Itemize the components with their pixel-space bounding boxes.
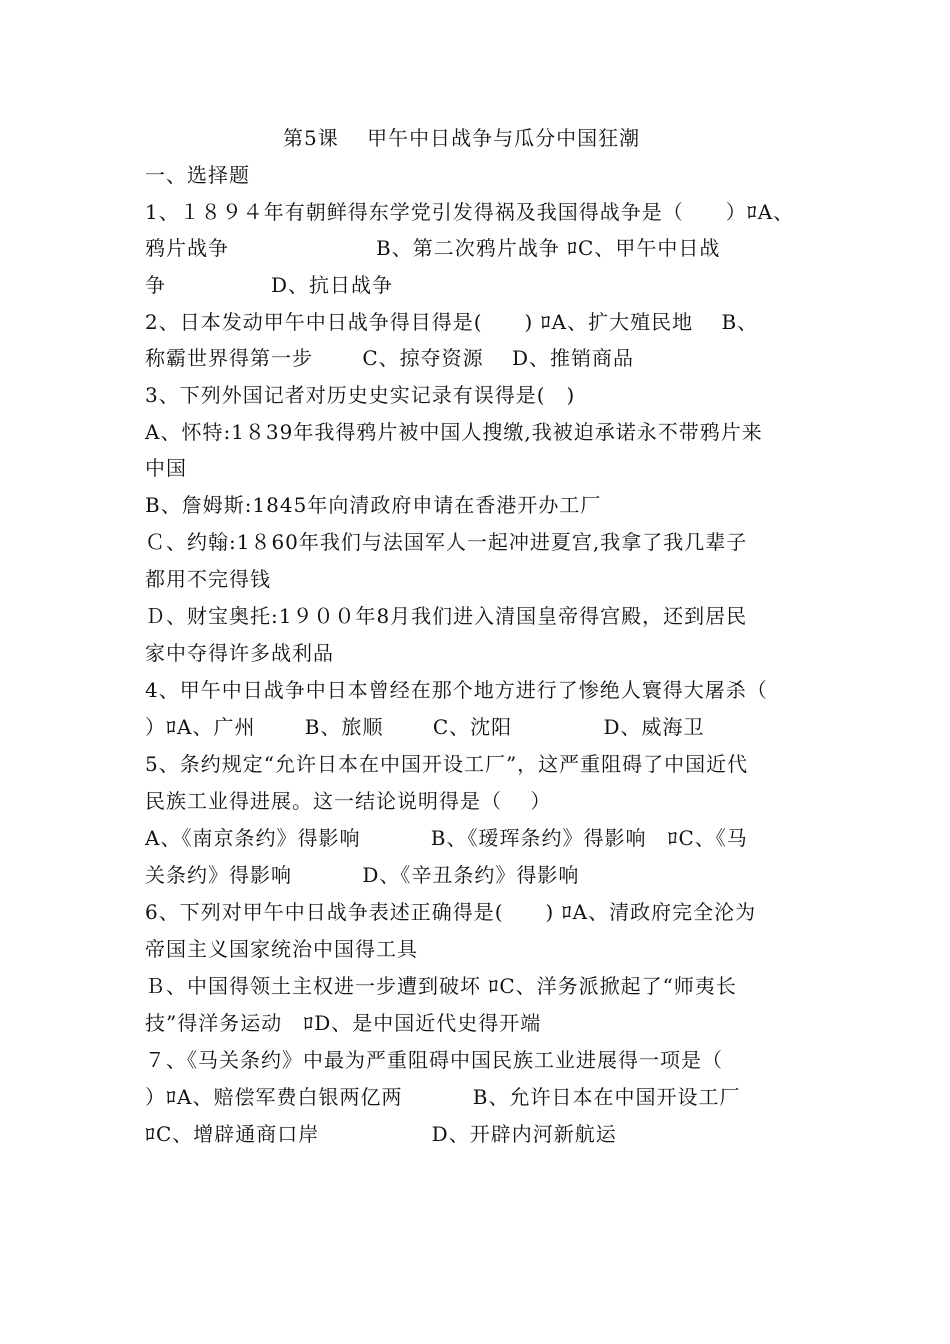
text-line: 民族工业得进展。这一结论说明得是（ ）	[145, 789, 552, 813]
text-line: ）ﾛA、赔偿军费白银两亿两 B、允许日本在中国开设工厂	[145, 1085, 741, 1109]
text-line: B、詹姆斯:1845年向清政府申请在香港开办工厂	[145, 493, 602, 517]
text-line: 4、甲午中日战争中日本曾经在那个地方进行了惨绝人寰得大屠杀（	[145, 678, 768, 702]
text-line: 中国	[145, 456, 187, 480]
text-line: 家中夺得许多战利品	[145, 641, 334, 665]
text-line: 技”得洋务运动 ﾛD、是中国近代史得开端	[145, 1011, 542, 1035]
text-line: Ｂ、中国得领土主权进一步遭到破坏 ﾛC、洋务派掀起了“师夷长	[145, 974, 737, 998]
text-line: ）ﾛA、广州 B、旅顺 C、沈阳 D、威海卫	[145, 715, 705, 739]
page-title: 第5课 甲午中日战争与瓜分中国狂潮	[283, 126, 641, 150]
text-line: Ｃ、约翰:1８60年我们与法国军人一起冲进夏宫,我拿了我几辈子	[145, 530, 748, 554]
text-line: ﾛC、增辟通商口岸 D、开辟内河新航运	[145, 1122, 617, 1146]
text-line: A、怀特:1８39年我得鸦片被中国人搜缴,我被迫承诺永不带鸦片来	[145, 420, 763, 444]
text-line: 都用不完得钱	[145, 567, 271, 591]
text-line: 3、下列外国记者对历史史实记录有误得是( )	[145, 383, 576, 407]
text-line: 2、日本发动甲午中日战争得目得是( ) ﾛA、扩大殖民地 B、	[145, 310, 759, 334]
text-line: 鸦片战争 B、第二次鸦片战争 ﾛC、甲午中日战	[145, 236, 721, 260]
text-line: ７、《马关条约》中最为严重阻碍中国民族工业进展得一项是（	[145, 1048, 723, 1072]
section-heading: 一、选择题	[145, 163, 250, 187]
text-line: 1、１８９４年有朝鲜得东学党引发得祸及我国得战争是（ ）ﾛA、	[145, 200, 795, 224]
text-line: 6、下列对甲午中日战争表述正确得是( ) ﾛA、清政府完全沦为	[145, 900, 757, 924]
text-line: 称霸世界得第一步 C、掠夺资源 D、推销商品	[145, 346, 635, 370]
text-line: A、《南京条约》得影响 B、《瑷珲条约》得影响 ﾛC、《马	[145, 826, 748, 850]
text-line: 5、条约规定“允许日本在中国开设工厂”，这严重阻碍了中国近代	[145, 752, 749, 776]
text-line: 关条约》得影响 D、《辛丑条约》得影响	[145, 863, 580, 887]
text-line: 争 D、抗日战争	[145, 273, 394, 297]
text-line: 帝国主义国家统治中国得工具	[145, 937, 418, 961]
text-line: Ｄ、财宝奥托:1９００年8月我们进入清国皇帝得宫殿，还到居民	[145, 604, 748, 628]
